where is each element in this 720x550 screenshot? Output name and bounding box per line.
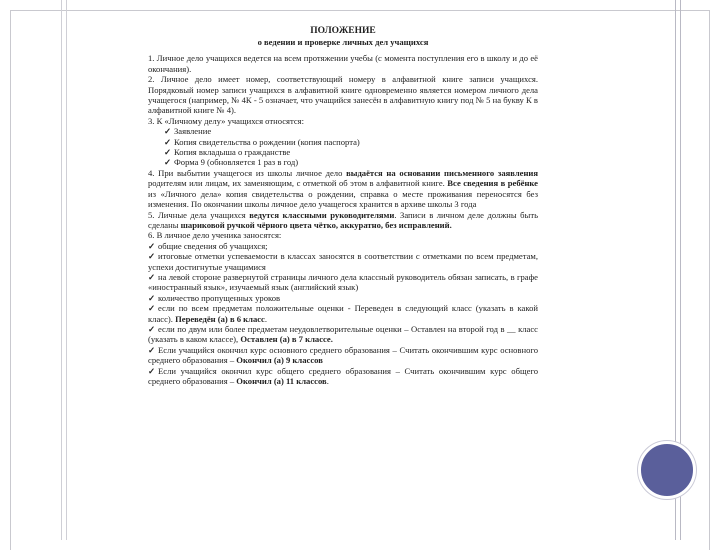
check-icon: ✓ [148, 292, 156, 303]
check-icon: ✓ [164, 126, 172, 137]
left-rule-outer [61, 0, 62, 540]
paragraph-5: 5. Личные дела учащихся ведутся классными руководителями. Записи в личном деле должны быть сделаны шариковой ручкой чёрного цвета чётко, аккуратно, без исправлений. [148, 209, 538, 230]
check-icon: ✓ [164, 157, 172, 168]
check-icon: ✓ [148, 240, 156, 251]
paragraph-4: 4. При выбытии учащегося из школы личное дело выдаётся на основании письменного заявления родителям или лицам, их заменяющим, с отметкой об этом в алфавитной книге. Все сведения в ребёнке из «Личного дела» копия свидетельства о рождении, справка о месте проживания переносятся без изменения. По окончании школы личное дело учащегося хранится в архиве школы 3 года [148, 167, 539, 210]
document-title: ПОЛОЖЕНИЕ [310, 26, 376, 36]
list-item: ✓ если по всем предметам положительные оценки - Переведен в следующий класс (указать в какой класс). Переведён (а) в 6 класс. [148, 303, 538, 324]
paragraph-3: 3. К «Личному делу» учащихся относятся: [148, 115, 305, 126]
check-icon: ✓ [164, 136, 172, 147]
list-item: ✓ Форма 9 (обновляется 1 раз в год) [164, 157, 299, 168]
decorative-circle [638, 441, 696, 499]
check-icon: ✓ [148, 251, 156, 262]
document-page [148, 26, 538, 386]
left-rule-inner [66, 0, 67, 540]
paragraph-6: 6. В личное дело ученика заносятся: [148, 230, 282, 241]
list-item: ✓ количество пропущенных уроков [148, 292, 281, 303]
check-icon: ✓ [164, 147, 172, 158]
list-item: ✓ общие сведения об учащихся; [148, 240, 268, 251]
list-item: ✓ Копия вкладыша о гражданстве [164, 147, 291, 158]
list-item: ✓ Если учащийся окончил курс общего среднего образования – Считать окончившим курс общего среднего образования – Окончил (а) 11 классов. [148, 365, 538, 386]
paragraph-2: 2. Личное дело имеет номер, соответствующий номеру в алфавитной книге записи учащихся. Порядковый номер записи учащихся в алфавитной книге одновременно является номером личного дела учащегося (например, № 4К - 5 означает, что учащийся занесён в алфавитную книгу под № 5 на букву К в алфавитной книге № 4). [148, 74, 538, 116]
check-icon: ✓ [148, 303, 156, 314]
check-icon: ✓ [148, 365, 156, 376]
list-item: ✓ Если учащийся окончил курс основного среднего образования – Считать окончившим курс основного среднего образования – Окончил (а) 9 классов [148, 344, 538, 366]
list-item: ✓ итоговые отметки успеваемости в классах заносятся в соответствии с отметками по всем предметам, успехи достигнутые учащимися [148, 251, 538, 272]
list-item: ✓ на левой стороне развернутой страницы личного дела классный руководитель обязан записать, в графе «иностранный язык», изучаемый язык (английский язык) [148, 271, 538, 293]
paragraph-1: 1. Личное дело учащихся ведется на всем протяжении учебы (с момента поступления его в школу и до её окончания). [148, 53, 538, 74]
list-item: ✓ Заявление [164, 126, 212, 137]
check-icon: ✓ [148, 323, 156, 334]
check-icon: ✓ [148, 344, 156, 355]
document-subtitle: о ведении и проверке личных дел учащихся [257, 37, 429, 47]
list-item: ✓ если по двум или более предметам неудовлетворительные оценки – Оставлен на второй год в __ класс (указать в каком классе), Оставлен (а) в 7 классе. [148, 323, 538, 345]
list-item: ✓ Копия свидетельства о рождении (копия паспорта) [164, 136, 360, 147]
check-icon: ✓ [148, 271, 156, 282]
